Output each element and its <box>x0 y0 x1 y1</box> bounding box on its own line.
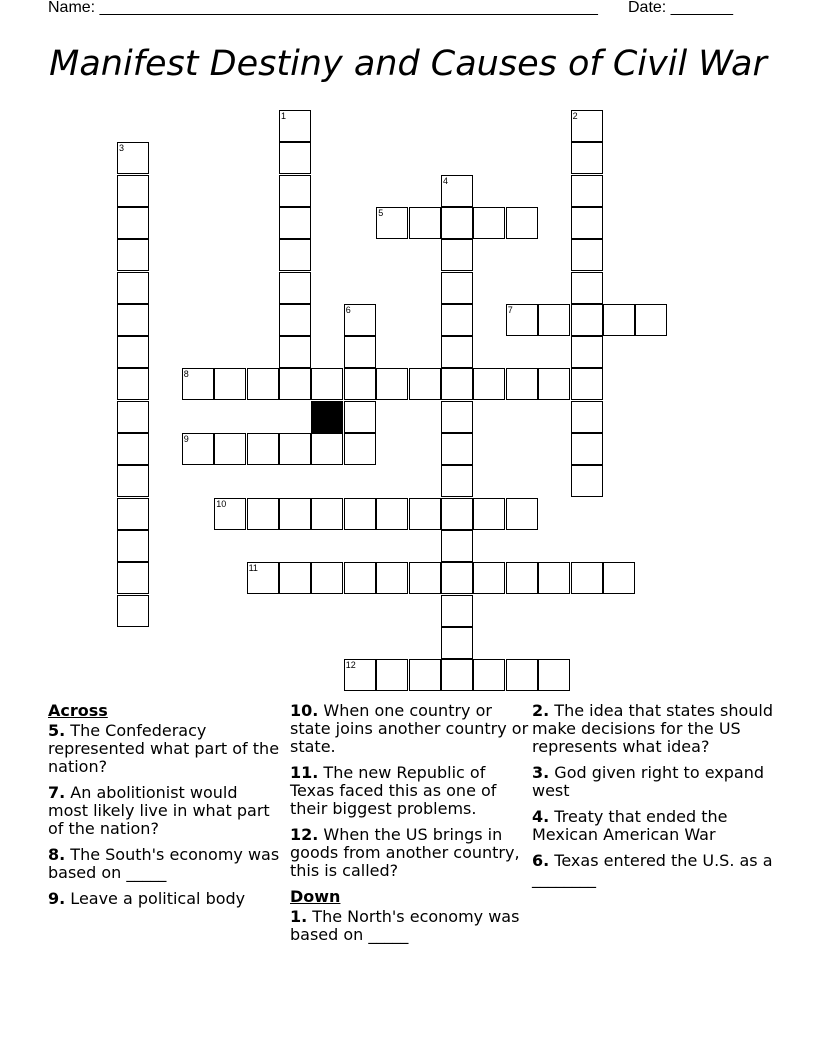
grid-cell[interactable] <box>117 142 149 174</box>
grid-cell[interactable] <box>247 562 279 594</box>
grid-cell[interactable] <box>214 498 246 530</box>
grid-cell[interactable] <box>571 272 603 304</box>
grid-cell[interactable] <box>117 239 149 271</box>
down-heading: Down <box>290 887 341 906</box>
clue-number: 1 <box>281 111 287 121</box>
grid-cell[interactable] <box>279 304 311 336</box>
clue-text: The North's economy was based on _____ <box>290 907 520 944</box>
grid-cell[interactable] <box>117 465 149 497</box>
clue-number: 12. <box>290 825 319 844</box>
name-field[interactable]: Name: ________________________________________________________ <box>48 0 598 16</box>
across-clue-list-continued <box>290 702 530 880</box>
grid-cell[interactable] <box>571 207 603 239</box>
clue-text: The South's economy was based on _____ <box>48 845 280 882</box>
grid-cell[interactable] <box>279 433 311 465</box>
clue-number: 8 <box>183 369 189 380</box>
grid-cell[interactable] <box>441 562 473 594</box>
clue-number: 2 <box>572 111 578 121</box>
clue-text: Treaty that ended the Mexican American War <box>532 807 728 844</box>
grid-cell[interactable] <box>279 207 311 239</box>
across-clue <box>48 846 280 882</box>
grid-cell[interactable] <box>279 239 311 271</box>
grid-cell[interactable] <box>441 433 473 465</box>
grid-cell[interactable] <box>538 368 570 400</box>
grid-cell[interactable] <box>344 562 376 594</box>
clue-text: When one country or state joins another country or state. <box>290 701 529 756</box>
grid-cell[interactable] <box>279 175 311 207</box>
clue-number: 5 <box>378 207 384 218</box>
date-field[interactable]: Date: _______ <box>628 0 733 16</box>
grid-cell[interactable] <box>376 562 408 594</box>
grid-cell[interactable] <box>441 627 473 659</box>
grid-cell[interactable] <box>571 110 603 142</box>
grid-cell[interactable] <box>376 659 408 691</box>
grid-cell[interactable] <box>506 498 538 530</box>
grid-cell[interactable] <box>441 368 473 400</box>
grid-cell[interactable] <box>441 401 473 433</box>
grid-cell[interactable] <box>344 433 376 465</box>
grid-cell[interactable] <box>571 401 603 433</box>
grid-cell[interactable] <box>571 304 603 336</box>
clue-number: 9. <box>48 889 66 908</box>
page-title: Manifest Destiny and Causes of Civil War <box>49 44 767 84</box>
clue-number: 4 <box>443 175 449 186</box>
grid-cell[interactable] <box>311 562 343 594</box>
clue-number: 3. <box>532 763 550 782</box>
grid-cell[interactable] <box>409 562 441 594</box>
grid-cell[interactable] <box>571 336 603 368</box>
across-heading: Across <box>48 701 108 720</box>
grid-cell[interactable] <box>441 239 473 271</box>
clue-number: 1. <box>290 907 308 926</box>
grid-cell[interactable] <box>538 659 570 691</box>
grid-cell[interactable] <box>311 433 343 465</box>
grid-cell[interactable] <box>409 368 441 400</box>
grid-cell[interactable] <box>117 336 149 368</box>
down-clue <box>532 702 782 756</box>
grid-cell[interactable] <box>571 465 603 497</box>
down-clue <box>532 764 782 800</box>
grid-cell[interactable] <box>344 304 376 336</box>
grid-cell[interactable] <box>376 368 408 400</box>
grid-cell[interactable] <box>571 142 603 174</box>
clue-text: The Confederacy represented what part of the nation? <box>48 721 280 776</box>
clue-text: Leave a political body <box>65 889 246 908</box>
clue-number: 6 <box>345 304 351 315</box>
grid-cell[interactable] <box>117 530 149 562</box>
clue-text: When the US brings in goods from another country, this is called? <box>290 825 520 880</box>
grid-cell[interactable] <box>441 465 473 497</box>
down-clue <box>532 852 782 888</box>
grid-cell[interactable] <box>571 368 603 400</box>
down-clue-list <box>290 908 530 944</box>
grid-cell[interactable] <box>279 368 311 400</box>
grid-cell[interactable] <box>117 175 149 207</box>
clue-number: 8. <box>48 845 66 864</box>
clue-number: 7 <box>507 304 513 315</box>
grid-cell[interactable] <box>538 562 570 594</box>
grid-cell[interactable] <box>117 433 149 465</box>
grid-cell[interactable] <box>247 498 279 530</box>
grid-cell[interactable] <box>506 207 538 239</box>
grid-cell[interactable] <box>344 368 376 400</box>
clue-number: 4. <box>532 807 550 826</box>
down-clue <box>290 908 530 944</box>
grid-cell[interactable] <box>279 142 311 174</box>
grid-cell[interactable] <box>279 562 311 594</box>
grid-cell[interactable] <box>182 433 214 465</box>
grid-cell[interactable] <box>409 498 441 530</box>
grid-cell[interactable] <box>117 401 149 433</box>
grid-cell[interactable] <box>117 562 149 594</box>
grid-cell[interactable] <box>214 368 246 400</box>
grid-cell[interactable] <box>247 433 279 465</box>
clue-number: 5. <box>48 721 66 740</box>
grid-cell[interactable] <box>376 498 408 530</box>
grid-cell[interactable] <box>506 304 538 336</box>
grid-cell[interactable] <box>441 659 473 691</box>
grid-cell[interactable] <box>571 433 603 465</box>
grid-cell[interactable] <box>376 207 408 239</box>
clues-column-1 <box>48 702 280 916</box>
grid-cell[interactable] <box>214 433 246 465</box>
grid-cell[interactable] <box>571 239 603 271</box>
clue-text: God given right to expand west <box>532 763 764 800</box>
grid-cell[interactable] <box>506 562 538 594</box>
grid-cell[interactable] <box>603 304 635 336</box>
grid-cell[interactable] <box>441 336 473 368</box>
grid-cell[interactable] <box>441 304 473 336</box>
clue-number: 10. <box>290 701 319 720</box>
grid-cell[interactable] <box>571 175 603 207</box>
grid-cell[interactable] <box>603 562 635 594</box>
grid-cell[interactable] <box>506 659 538 691</box>
across-clue <box>48 890 280 908</box>
across-clue-list <box>48 722 280 908</box>
grid-cell[interactable] <box>117 498 149 530</box>
clue-text: The idea that states should make decisions for the US represents what idea? <box>532 701 774 756</box>
grid-cell[interactable] <box>344 659 376 691</box>
clue-text: Texas entered the U.S. as a ________ <box>532 851 773 888</box>
clue-number: 9 <box>183 434 189 444</box>
grid-cell[interactable] <box>409 207 441 239</box>
grid-cell[interactable] <box>473 659 505 691</box>
grid-cell[interactable] <box>441 175 473 207</box>
grid-cell[interactable] <box>441 595 473 627</box>
grid-cell[interactable] <box>506 368 538 400</box>
grid-cell[interactable] <box>473 562 505 594</box>
grid-cell[interactable] <box>441 530 473 562</box>
grid-cell[interactable] <box>182 368 214 400</box>
grid-cell[interactable] <box>473 207 505 239</box>
across-clue <box>48 784 280 838</box>
grid-cell[interactable] <box>344 498 376 530</box>
grid-cell[interactable] <box>538 304 570 336</box>
grid-cell[interactable] <box>344 401 376 433</box>
clues-column-3 <box>532 702 782 896</box>
black-cell <box>311 401 343 433</box>
clue-text: The new Republic of Texas faced this as one of their biggest problems. <box>290 763 497 818</box>
grid-cell[interactable] <box>311 498 343 530</box>
grid-cell[interactable] <box>473 498 505 530</box>
grid-cell[interactable] <box>117 207 149 239</box>
grid-cell[interactable] <box>117 304 149 336</box>
grid-cell[interactable] <box>441 207 473 239</box>
clue-number: 7. <box>48 783 66 802</box>
grid-cell[interactable] <box>117 368 149 400</box>
grid-cell[interactable] <box>117 272 149 304</box>
grid-cell[interactable] <box>279 110 311 142</box>
grid-cell[interactable] <box>311 368 343 400</box>
across-clue <box>290 702 530 756</box>
grid-cell[interactable] <box>279 272 311 304</box>
grid-cell[interactable] <box>409 659 441 691</box>
grid-cell[interactable] <box>117 595 149 627</box>
grid-cell[interactable] <box>635 304 667 336</box>
clue-number: 6. <box>532 851 550 870</box>
across-clue <box>290 826 530 880</box>
down-clue-list-continued <box>532 702 782 888</box>
clue-number: 11. <box>290 763 319 782</box>
clue-number: 3 <box>119 143 125 154</box>
grid-cell[interactable] <box>441 498 473 530</box>
grid-cell[interactable] <box>441 272 473 304</box>
grid-cell[interactable] <box>247 368 279 400</box>
clue-number: 12 <box>345 660 356 671</box>
clues-column-2 <box>290 702 530 952</box>
across-clue <box>290 764 530 818</box>
clue-number: 11 <box>248 563 258 574</box>
clue-number: 2. <box>532 701 550 720</box>
grid-cell[interactable] <box>571 562 603 594</box>
clue-text: An abolitionist would most likely live in what part of the nation? <box>48 783 270 838</box>
clue-number: 10 <box>216 498 227 509</box>
grid-cell[interactable] <box>344 336 376 368</box>
grid-cell[interactable] <box>279 336 311 368</box>
down-clue <box>532 808 782 844</box>
across-clue <box>48 722 280 776</box>
grid-cell[interactable] <box>473 368 505 400</box>
grid-cell[interactable] <box>279 498 311 530</box>
